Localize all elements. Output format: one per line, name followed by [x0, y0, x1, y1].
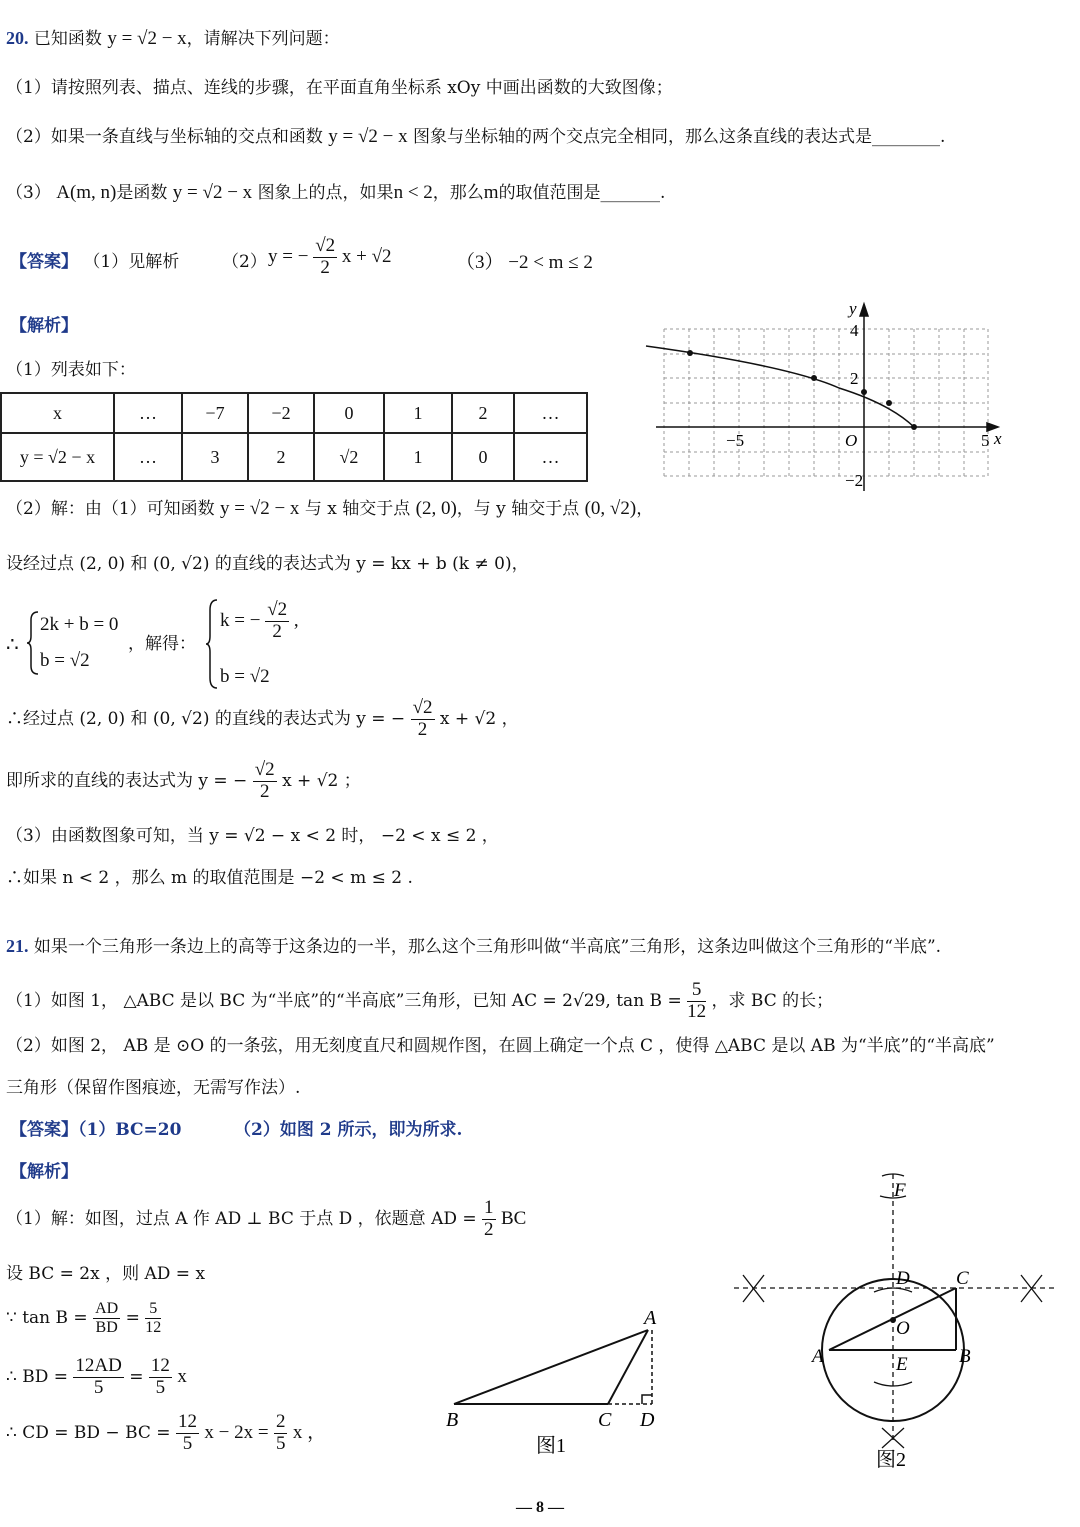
q20-ans-frac-num: √2	[315, 235, 336, 256]
q20-part3-b: 是函数	[116, 183, 168, 203]
q20-analysis-tag: 【解析】	[10, 316, 78, 336]
table-cell: −7	[182, 393, 248, 433]
q20-answer-2-expr: y = − $\frac{√2}{2}$ x + √2	[268, 235, 392, 278]
q20-table-intro: （1）列表如下：	[6, 360, 136, 380]
q20-l4-frac-num: √2	[412, 697, 433, 718]
q20-sys2-b: b = √2	[220, 666, 270, 687]
graph-y-label: y	[849, 299, 857, 318]
q20-sol2-l1-c: ，与 y 轴交于点	[456, 499, 580, 519]
q20-part3-point: A(m, n)	[56, 182, 117, 203]
q20-part2-a: （2）如果一条直线与坐标轴的交点和函数	[6, 127, 323, 147]
q20-sol2-l5-a: 即所求的直线的表达式为 y = −	[6, 771, 248, 792]
q20-sol2-l1-p1: (2, 0)	[415, 498, 457, 519]
table-cell: 3	[182, 433, 248, 481]
graph-curve	[646, 346, 914, 427]
table-cell: 0	[314, 393, 384, 433]
q21-l4-frac1-num: 12AD	[75, 1355, 122, 1376]
graph-axes	[656, 304, 998, 491]
graph-tick-neg5: −5	[726, 431, 745, 450]
q21-l3-frac1-num: AD	[95, 1300, 119, 1317]
q20-function-graph	[640, 296, 1010, 496]
q20-part3-m: m	[483, 182, 499, 203]
q20-sys1-b: b = √2	[40, 650, 90, 671]
q21-l3-frac2-num: 5	[145, 1300, 161, 1319]
table-cell: 2	[248, 433, 314, 481]
graph-points	[687, 350, 917, 430]
q20-sys2-frac-den: 2	[272, 620, 282, 642]
q20-part2-func: y = √2 − x	[328, 126, 408, 147]
q20-part3	[6, 182, 665, 205]
fig2-label-O: O	[896, 1318, 910, 1339]
q20-part3-func: y = √2 − x	[172, 182, 253, 203]
fig2-label-B: B	[959, 1346, 971, 1367]
q21-stem-text: 如果一个三角形一条边上的高等于这条边的一半，那么这个三角形叫做“半高底”三角形，这条边叫做这个三角形的“半底”.	[33, 937, 942, 957]
q20-sys1-a: 2k + b = 0	[40, 614, 119, 635]
q20-sol2-l1-func: y = √2 − x	[220, 498, 300, 519]
q20-sol2-line4	[6, 698, 519, 741]
q20-sol2-line5	[6, 760, 361, 803]
fig1-caption: 图1	[536, 1435, 566, 1457]
fig1-label-D: D	[640, 1409, 655, 1431]
q20-sys2-a: k = − $\frac{√2}{2}$ ,	[220, 599, 299, 642]
fig2-label-A: A	[812, 1346, 824, 1367]
q21-sol-l1-b: BC	[500, 1207, 527, 1229]
q20-part3-d: ，那么	[432, 183, 484, 203]
table-cell: …	[514, 393, 587, 433]
table-cell: 1	[384, 393, 452, 433]
q21-part2-l1: （2）如图 2， AB 是 ⊙O 的一条弦，用无刻度直尺和圆规作图，在圆上确定一个点 C ，使得 △ABC 是以 AB 为“半底”的“半高底”	[6, 1036, 995, 1056]
q21-l4-frac1-den: 5	[93, 1376, 104, 1398]
q20-answer-2-label: （2）	[222, 252, 267, 272]
q20-stem-text: 已知函数	[33, 29, 102, 49]
table-cell: x	[1, 393, 114, 433]
q21-l3-frac2-den: 12	[145, 1318, 162, 1336]
q21-sol-l3	[6, 1300, 161, 1336]
q20-answer	[10, 252, 179, 272]
fig2-label-E: E	[896, 1354, 908, 1375]
q21-analysis-tag: 【解析】	[10, 1162, 78, 1182]
q20-number: 20.	[6, 28, 29, 48]
q21-l4-frac2-den: 5	[155, 1376, 166, 1398]
q21-sol-l1-a: （1）解：如图，过点 A 作 AD ⊥ BC 于点 D ，依题意 AD =	[6, 1209, 477, 1230]
q21-sol-l4-c: x	[177, 1365, 187, 1387]
table-cell: 1	[384, 433, 452, 481]
q20-brace-2	[205, 598, 219, 690]
fig2-caption: 图2	[876, 1449, 906, 1471]
q20-sol2-l4-b: x + √2 ，	[439, 709, 519, 730]
q21-answer-2: （2）如图 2 所示，即为所求.	[234, 1120, 463, 1140]
q21-sol-l3-b: =	[125, 1307, 140, 1328]
fig2-label-C: C	[956, 1268, 969, 1289]
page-number: — 8 —	[516, 1499, 564, 1516]
graph-tick-4: 4	[850, 321, 859, 340]
q20-sol2-l1-p2: (0, √2)	[584, 498, 637, 519]
q20-stem	[6, 28, 340, 51]
q20-answer-tag: 【答案】	[10, 252, 78, 272]
q21-stem	[6, 936, 941, 958]
fig1-label-A: A	[644, 1307, 657, 1329]
q21-answer-tag: 【答案】	[10, 1120, 78, 1140]
q20-sol2-solve: ，解得：	[128, 634, 196, 654]
q21-sol-l5-b: x − 2x =	[204, 1421, 269, 1443]
table-cell: √2	[314, 433, 384, 481]
q21-p1-frac-num: 5	[687, 980, 706, 1002]
q20-sol2-line1	[6, 498, 653, 521]
q21-sol-l5-c: x ，	[292, 1421, 327, 1443]
graph-x-label: x	[994, 429, 1002, 448]
q20-part3-e: 的取值范围是_______.	[498, 183, 666, 203]
q21-sol-l2: 设 BC = 2x ，则 AD = x	[6, 1264, 206, 1284]
graph-grid	[664, 329, 988, 476]
q20-sol2-therefore: ∴	[6, 632, 19, 656]
q20-sys2-a-text: k = −	[220, 609, 261, 631]
q20-sol2-line2: 设经过点 (2, 0) 和 (0, √2) 的直线的表达式为 y = kx + b (k ≠ 0)，	[6, 554, 529, 574]
table-cell: y = √2 − x	[1, 433, 114, 481]
graph-tick-neg2: −2	[845, 471, 864, 490]
q21-sol-l3-a: ∵ tan B =	[6, 1307, 88, 1328]
graph-tick-5: 5	[981, 431, 990, 450]
q20-sol2-l1-a: （2）解：由（1）可知函数	[6, 499, 215, 519]
q20-part3-cond: n < 2	[393, 182, 433, 203]
q21-l5-frac1-den: 5	[182, 1432, 193, 1454]
q20-stem-tail: ，请解决下列问题：	[186, 29, 340, 49]
q21-part2-l2: 三角形（保留作图痕迹，无需写作法）.	[6, 1078, 301, 1098]
q21-sol-l1	[6, 1198, 526, 1241]
table-cell: −2	[248, 393, 314, 433]
q20-value-table	[0, 392, 588, 482]
q20-sol3-line1: （3）由函数图象可知，当 y = √2 − x < 2 时， −2 < x ≤ 2 ，	[6, 826, 499, 846]
q21-l3-frac1-den: BD	[95, 1318, 118, 1336]
table-cell: 2	[452, 393, 514, 433]
q20-brace-1	[26, 610, 40, 676]
q20-sol2-l1-d: ，	[636, 499, 654, 519]
q20-l4-frac-den: 2	[417, 718, 428, 740]
graph-origin: O	[845, 431, 858, 450]
q21-figure-1	[430, 1296, 690, 1466]
q20-sol2-l5-b: x + √2 ；	[282, 771, 361, 792]
q20-answer-2	[222, 252, 267, 272]
q21-l5-frac2-num: 2	[275, 1411, 286, 1432]
q21-sol-l4-b: =	[129, 1367, 144, 1388]
table-row	[1, 433, 587, 481]
q21-l4-frac2-num: 12	[150, 1355, 170, 1376]
q21-sol-l4	[6, 1356, 187, 1399]
q21-l1-frac-den: 2	[484, 1218, 494, 1240]
q21-number: 21.	[6, 936, 29, 956]
q21-part1	[6, 980, 833, 1023]
q20-answer-3: （3） −2 < m ≤ 2	[456, 252, 593, 273]
fig2-label-F: F	[894, 1180, 906, 1201]
q21-l5-frac1-num: 12	[177, 1411, 197, 1432]
q21-p1-frac-den: 12	[687, 1000, 707, 1022]
q20-l5-frac-den: 2	[259, 780, 270, 802]
fig2-label-D: D	[896, 1268, 910, 1289]
q21-sol-l4-a: ∴ BD =	[6, 1367, 68, 1388]
q20-ans-frac-den: 2	[320, 256, 330, 278]
q21-l1-frac-num: 1	[484, 1197, 494, 1218]
graph-tick-2: 2	[850, 369, 859, 388]
q21-figure-2	[726, 1172, 1066, 1472]
q21-part1-a: （1）如图 1， △ABC 是以 BC 为“半底”的“半高底”三角形，已知 AC = 2√29, tan B =	[6, 991, 682, 1012]
q20-l5-frac-num: √2	[254, 759, 275, 780]
q21-sol-l5-a: ∴ CD = BD − BC =	[6, 1423, 171, 1444]
q20-sys2-frac-num: √2	[267, 599, 288, 620]
fig1-label-C: C	[598, 1409, 612, 1431]
table-cell: …	[114, 393, 182, 433]
q20-part2-b: 图象与坐标轴的两个交点完全相同，那么这条直线的表达式是________.	[413, 127, 946, 147]
table-cell: …	[114, 433, 182, 481]
q21-l5-frac2-den: 5	[275, 1432, 286, 1454]
q20-sol2-l4-a: ∴经过点 (2, 0) 和 (0, √2) 的直线的表达式为 y = −	[6, 709, 406, 730]
q21-answer-1: （1）BC=20	[78, 1120, 182, 1140]
fig1-label-B: B	[446, 1409, 459, 1431]
table-cell: 0	[452, 433, 514, 481]
q20-part2	[6, 126, 945, 149]
q20-answer-1: （1）见解析	[83, 252, 180, 272]
table-cell: …	[514, 433, 587, 481]
q21-part1-b: ，求 BC 的长；	[711, 991, 834, 1012]
q20-part3-c: 图象上的点，如果	[257, 183, 394, 203]
q20-part1: （1）请按照列表、描点、连线的步骤，在平面直角坐标系 xOy 中画出函数的大致图像；	[6, 78, 673, 98]
q20-part3-a: （3）	[6, 183, 51, 203]
table-row	[1, 393, 587, 433]
q20-sol3-line2: ∴如果 n < 2 ，那么 m 的取值范围是 −2 < m ≤ 2 .	[6, 868, 413, 888]
q21-sol-l5	[6, 1412, 326, 1455]
q20-sol2-l1-b: 与 x 轴交于点	[304, 499, 411, 519]
q21-answer	[10, 1120, 181, 1140]
q20-stem-func: y = √2 − x	[107, 28, 187, 49]
